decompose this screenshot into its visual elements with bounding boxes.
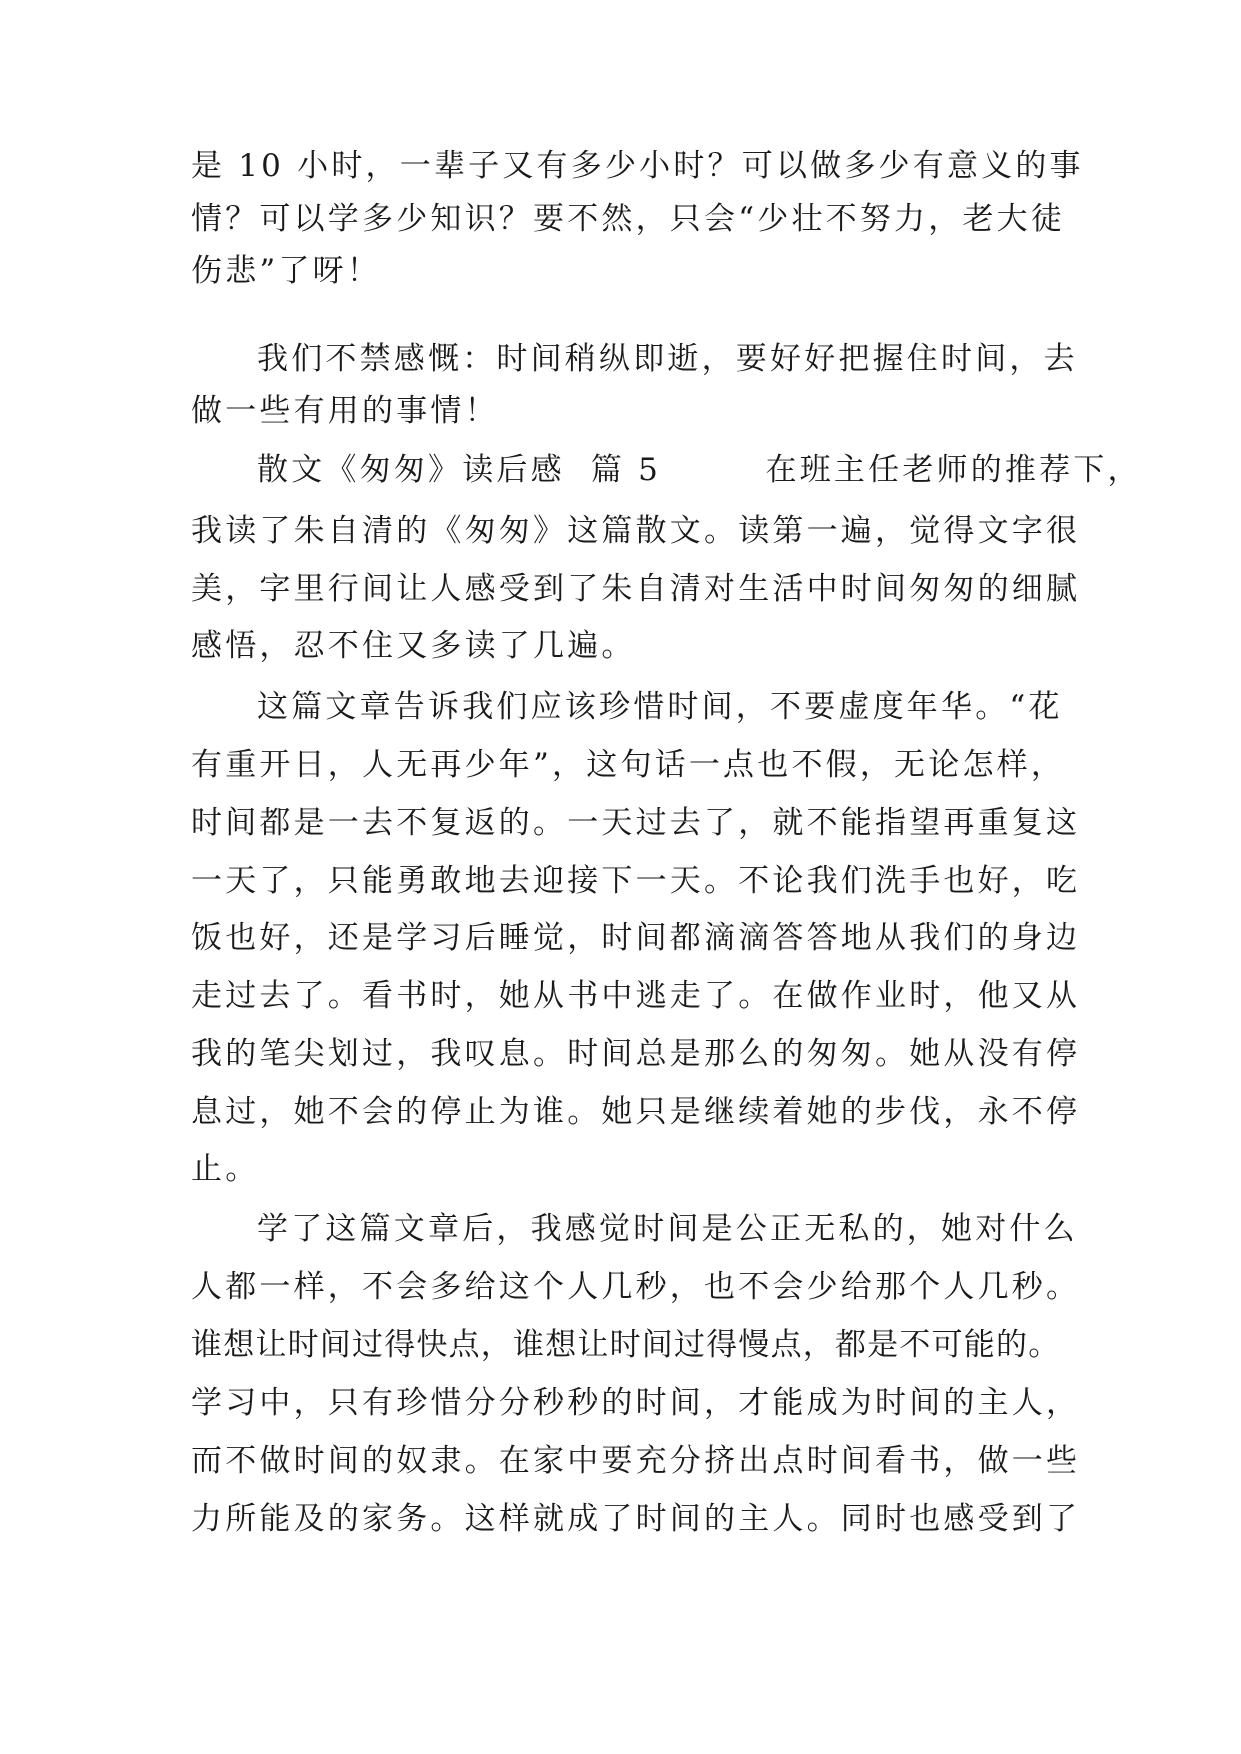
- text-line: 一天了，只能勇敢地去迎接下一天。不论我们洗手也好，吃: [191, 863, 1081, 899]
- text-line: 止。: [191, 1151, 260, 1187]
- text-line: 我的笔尖划过，我叹息。时间总是那么的匆匆。她从没有停: [191, 1036, 1081, 1072]
- text-line: 谁想让时间过得快点，谁想让时间过得慢点，都是不可能的。: [191, 1327, 1061, 1363]
- text-line: 时间都是一去不复返的。一天过去了，就不能指望再重复这: [191, 805, 1081, 841]
- paragraph-first-line: 我们不禁感慨：时间稍纵即逝，要好好把握住时间，去: [257, 341, 1078, 377]
- text-line: 感悟，忍不住又多读了几遍。: [191, 628, 636, 664]
- text-line: 我读了朱自清的《匆匆》这篇散文。读第一遍，觉得文字很: [191, 513, 1081, 549]
- text-line: 伤悲”了呀！: [191, 253, 382, 289]
- text-line: 人都一样，不会多给这个人几秒，也不会少给那个人几秒。: [191, 1269, 1081, 1305]
- text-line: 饭也好，还是学习后睡觉，时间都滴滴答答地从我们的身边: [191, 920, 1081, 956]
- text-line: 力所能及的家务。这样就成了时间的主人。同时也感受到了: [191, 1501, 1081, 1537]
- text-line: 情？可以学多少知识？要不然，只会“少壮不努力，老大徒: [191, 201, 1066, 237]
- text-line: 息过，她不会的停止为谁。她只是继续着她的步伐，永不停: [191, 1094, 1081, 1130]
- text-line: 美，字里行间让人感受到了朱自清对生活中时间匆匆的细腻: [191, 571, 1081, 607]
- text-line: 走过去了。看书时，她从书中逃走了。在做作业时，他又从: [191, 978, 1081, 1014]
- section-heading-line: 散文《匆匆》读后感 篇 5 在班主任老师的推荐下，: [257, 452, 1142, 488]
- text-line: 学习中，只有珍惜分分秒秒的时间，才能成为时间的主人，: [191, 1385, 1081, 1421]
- paragraph-first-line: 这篇文章告诉我们应该珍惜时间，不要虚度年华。“花: [257, 689, 1063, 725]
- paragraph-first-line: 学了这篇文章后，我感觉时间是公正无私的，她对什么: [257, 1211, 1078, 1247]
- text-line: 而不做时间的奴隶。在家中要充分挤出点时间看书，做一些: [191, 1443, 1081, 1479]
- text-line: 是 10 小时，一辈子又有多少小时？可以做多少有意义的事: [191, 148, 1084, 184]
- text-line: 有重开日，人无再少年”，这句话一点也不假，无论怎样，: [191, 747, 1066, 783]
- text-line: 做一些有用的事情！: [191, 393, 499, 429]
